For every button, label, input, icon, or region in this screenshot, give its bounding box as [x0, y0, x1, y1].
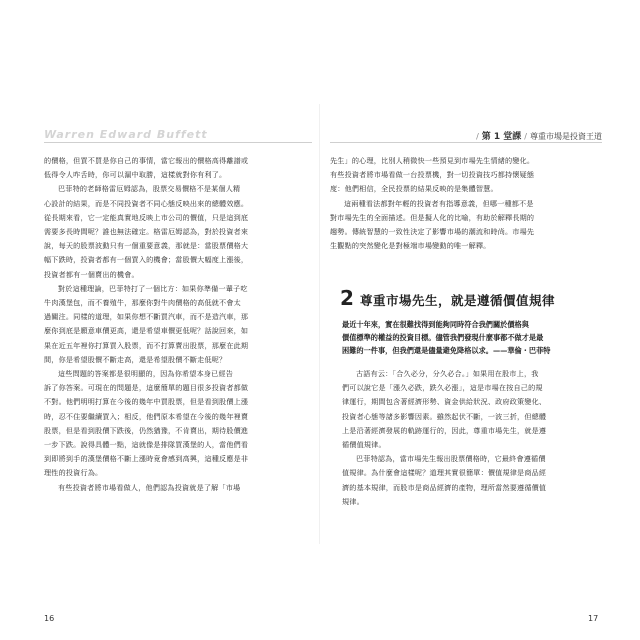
text-line: 巴菲特的老師格雷厄姆認為，股票交易價格不是某個人精: [58, 184, 241, 194]
text-line: 生觀點的突然變化是對極端市場變動的唯一解釋。: [330, 241, 491, 251]
paragraph: [44, 282, 314, 367]
text-line: 循價值規律。: [342, 440, 386, 450]
text-line: 度：他們相信，全民投票的結果反映的是集體智慧。: [330, 184, 498, 194]
chapter-heading: [473, 129, 602, 142]
chapter-title: 尊重市場是投資王道: [530, 132, 602, 141]
section-heading: [330, 286, 602, 310]
paragraph: [44, 182, 314, 281]
text-line: 麼你到底是願意車價更高，還是希望車價更低呢？話說回來，如: [44, 326, 249, 336]
text-line: 理性的投資行為。: [44, 468, 103, 478]
text-line: 投資者都有一個賣出的機會。: [44, 269, 139, 279]
chapter-label: 第 1 堂課: [481, 132, 522, 142]
text-line: 幅下跌時，投資者都有一個買入的機會；當股價大幅度上漲後，: [44, 255, 249, 265]
text-line: 果在近五年裡你打算買入股票，而不打算賣出股票，那麼在此期: [44, 340, 249, 350]
paragraph: [330, 154, 602, 197]
text-line: 值規律。為什麼會這樣呢？道理其實很簡單：價值規律是商品經: [342, 468, 547, 478]
section-number: 2: [340, 286, 354, 310]
text-line: 濟的基本規律，而股市是商品經濟的產物，理所當然要遵循價值: [342, 482, 547, 492]
paragraph: [44, 367, 314, 481]
text-line: 這些問題的答案都是很明顯的，因為你希望本身已經告: [58, 369, 234, 379]
header-rule: [330, 142, 602, 143]
text-line: 間，你是希望股價不斷走高，還是希望股價不斷走低呢？: [44, 354, 227, 364]
text-line: 上是沿著經濟發展的軌跡運行的，因此，尊重市場先生，就是遵: [342, 425, 547, 435]
paragraph: [342, 452, 600, 509]
text-line: 股票，但是看到股價下跌後，仍然猶豫，不肯賣出，期待股價進: [44, 425, 249, 435]
left-page-body: [44, 154, 314, 495]
text-line: 從長期來看，它一定能真實地反映上市公司的價值，只是這到底: [44, 212, 249, 222]
paragraph: [330, 197, 602, 254]
header-rule: [44, 142, 312, 143]
text-line: 對於這種理論，巴菲特打了一個比方：如果你準備一輩子吃: [58, 283, 248, 293]
text-line: 對市場先生的全面描述。但是擬人化的比喻，有助於解釋長期的: [330, 212, 535, 222]
gutter-divider: [319, 104, 320, 544]
text-line: 律運行，期間包含著經濟形勢、資金供給狀況、政府政策變化、: [342, 397, 547, 407]
brand-title: Warren Edward Buffett: [44, 128, 208, 141]
text-line: 不對。他們明明打算在今後的幾年中買股票，但是看到股價上漲: [44, 397, 249, 407]
text-line: 的價格，但買不買是你自己的事情，當它報出的價格高得離譜或: [44, 156, 249, 165]
header-separator: /: [476, 132, 479, 141]
text-line: 有些投資者將市場看做一台投票機，對一切投資技巧都持懷疑態: [330, 170, 535, 180]
text-line: 低得令人咋舌時，你可以漏中取勝，這樣就對你有利了。: [44, 170, 227, 180]
paragraph: [44, 154, 314, 182]
text-line: 先生」的心理，比別人稍微快一些預見到市場先生情緒的變化。: [330, 156, 535, 165]
text-line: 們可以說它是「漲久必跌，跌久必漲」，這是市場在按自己的規: [342, 383, 543, 393]
text-line: 一步下跌。說得具體一點，這就像是排隊買漢堡的人，當他們看: [44, 440, 249, 450]
left-running-header: [44, 128, 314, 144]
text-line: 到即將到手的漢堡價格不斷上漲時竟會感到高興，這種反應是非: [44, 454, 249, 464]
text-line: 規律。: [342, 496, 364, 506]
right-page-body-bottom: [342, 367, 600, 509]
section-epigraph: [342, 318, 600, 358]
header-separator: /: [524, 132, 527, 141]
page-number-left: 16: [44, 614, 55, 623]
right-page-body-top: [330, 154, 602, 253]
text-line: 心設計的結果，而是不同投資者不同心態反映出來的總體效應。: [44, 198, 249, 208]
text-line: 說，每天的股票波動只有一個重要意義，那就是：當股票價格大: [44, 241, 249, 251]
section-title: 尊重市場先生，就是遵循價值規律: [360, 293, 556, 308]
text-line: 有些投資者將市場看做人，他們認為投資就是了解「市場: [58, 482, 241, 492]
text-line: 巴菲特認為，當市場先生報出股票價格時，它最終會遵循價: [356, 454, 546, 464]
text-line: 這兩種看法都對年輕的投資者有指導意義，但哪一種都不是: [344, 198, 534, 208]
epigraph-line: 最近十年來，實在很難找得到能夠同時符合我們關於價格與: [342, 320, 529, 329]
text-line: 過關注。同樣的道理，如果你想不斷買汽車，而不是造汽車，那: [44, 312, 249, 322]
paragraph: [342, 367, 600, 452]
text-line: 牛肉漢堡包，而不養殖牛，那麼你對牛肉價格的高低就不會太: [44, 298, 241, 308]
text-line: 需要多長時間呢？誰也無法確定。格雷厄姆認為，對於投資者來: [44, 227, 249, 237]
text-line: 投資者心態等諸多影響因素。雖然起伏不斷，一波三折，但總體: [342, 411, 547, 421]
text-line: 古語有云：「合久必分，分久必合。」如果用在股市上，我: [356, 369, 539, 378]
paragraph: [44, 481, 314, 495]
text-line: 時，忍不住要繼續買入；相反，他們原本希望在今後的幾年裡賣: [44, 411, 249, 421]
epigraph-line: 價值標準的權益的投資目標。儘管我們發現什麼事都不做才是最: [342, 333, 544, 343]
right-running-header: [330, 128, 602, 144]
epigraph-line: 困難的一件事，但我們還是儘量避免降格以求。——華倫・巴菲特: [342, 346, 551, 356]
text-line: 趨勢。傳統智慧的一致性決定了影響市場的潮流和時尚。市場先: [330, 227, 535, 237]
page-number-right: 17: [588, 614, 599, 623]
text-line: 訴了你答案。可現在的問題是，這麼簡單的題目很多投資者都做: [44, 383, 249, 393]
